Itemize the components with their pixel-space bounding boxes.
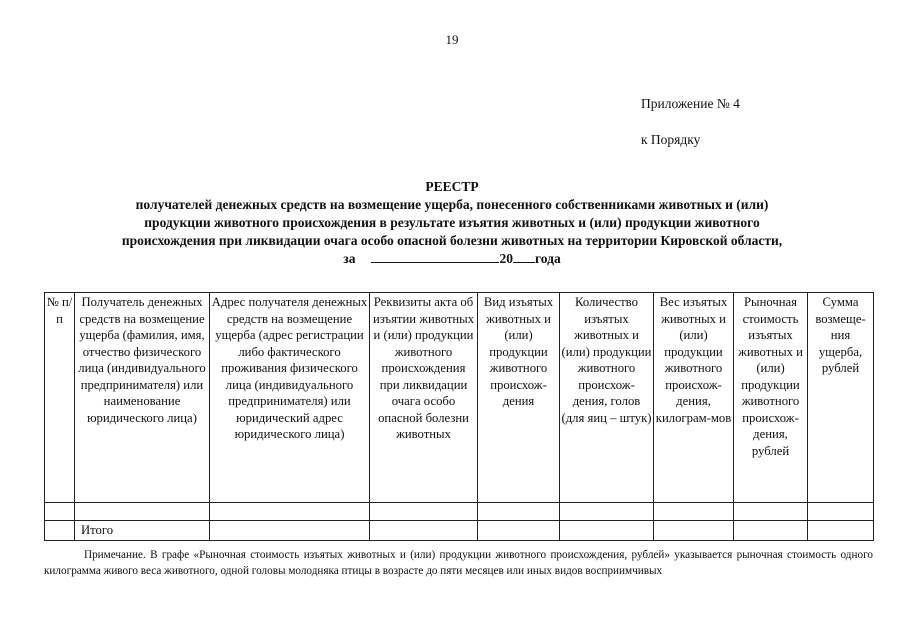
table-cell[interactable] — [75, 503, 210, 521]
total-label: Итого — [75, 521, 210, 541]
heading-line-1: получателей денежных средств на возмещение ущерба, понесенного собственниками животных и (или) — [135, 197, 769, 212]
period-year: 20 — [499, 251, 513, 266]
total-row — [45, 521, 874, 541]
heading-line-3: происхождения при ликвидации очага особо опасной болезни животных на территории Кировской области, — [121, 233, 783, 248]
period-suffix: года — [534, 251, 561, 266]
table-cell[interactable] — [654, 521, 734, 541]
column-header-damage-sum: Сумма возмеще-ния ущерба, рублей — [808, 293, 874, 503]
table-cell[interactable] — [808, 521, 874, 541]
table-cell[interactable] — [734, 503, 808, 521]
appendix-reference: к Порядку — [641, 132, 701, 147]
heading-line-2: продукции животного происхождения в результате изъятия животных и (или) продукции животного — [144, 215, 760, 230]
table-cell[interactable] — [654, 503, 734, 521]
year-blank[interactable] — [513, 251, 535, 263]
column-header-type: Вид изъятых животных и (или) продукции животного происхож-дения — [478, 293, 560, 503]
table-cell[interactable] — [45, 503, 75, 521]
column-header-act-details: Реквизиты акта об изъятии животных и (или) продукции животного происхождения при ликвидации очага особо опасной болезни животных — [370, 293, 478, 503]
table-cell[interactable] — [478, 521, 560, 541]
table-cell[interactable] — [210, 521, 370, 541]
table-cell[interactable] — [808, 503, 874, 521]
table-cell[interactable] — [370, 503, 478, 521]
footnote: Примечание. В графе «Рыночная стоимость изъятых животных и (или) продукции животного происхождения, рублей» указывается рыночная стоимость одного килограмма живого веса животного, одной головы молодняка птицы в возрасте до пяти месяцев или иных видов восприимчивых — [44, 549, 873, 577]
column-header-weight: Вес изъятых животных и (или) продукции животного происхож-дения, килограм-мов — [654, 293, 734, 503]
column-header-address: Адрес получателя денежных средств на возмещение ущерба (адрес регистрации либо фактического проживания физического лица (индивидуального предпринимателя) или юридический адрес юридического лица) — [210, 293, 370, 503]
period-line — [0, 250, 904, 268]
table-cell[interactable] — [45, 521, 75, 541]
table-header-row — [45, 293, 874, 503]
period-blank[interactable] — [371, 251, 499, 263]
table-cell[interactable] — [210, 503, 370, 521]
table-cell[interactable] — [478, 503, 560, 521]
table-cell[interactable] — [560, 503, 654, 521]
table-row — [45, 503, 874, 521]
page-number: 19 — [445, 32, 459, 47]
column-header-quantity: Количество изъятых животных и (или) продукции животного происхож-дения, голов (для яиц – штук) — [560, 293, 654, 503]
appendix-label: Приложение № 4 — [641, 96, 740, 111]
column-header-market-value: Рыночная стоимость изъятых животных и (или) продукции животного происхож-дения, рублей — [734, 293, 808, 503]
table-cell[interactable] — [560, 521, 654, 541]
table-cell[interactable] — [370, 521, 478, 541]
column-header-number: № п/п — [45, 293, 75, 503]
document-title: РЕЕСТР — [425, 179, 479, 194]
document-heading — [0, 178, 904, 268]
registry-table — [44, 292, 874, 541]
table-cell[interactable] — [734, 521, 808, 541]
period-prefix: за — [343, 251, 356, 266]
column-header-recipient: Получатель денежных средств на возмещение ущерба (фамилия, имя, отчество физического лица (индивидуального предпринимателя) или наименование юридического лица) — [75, 293, 210, 503]
